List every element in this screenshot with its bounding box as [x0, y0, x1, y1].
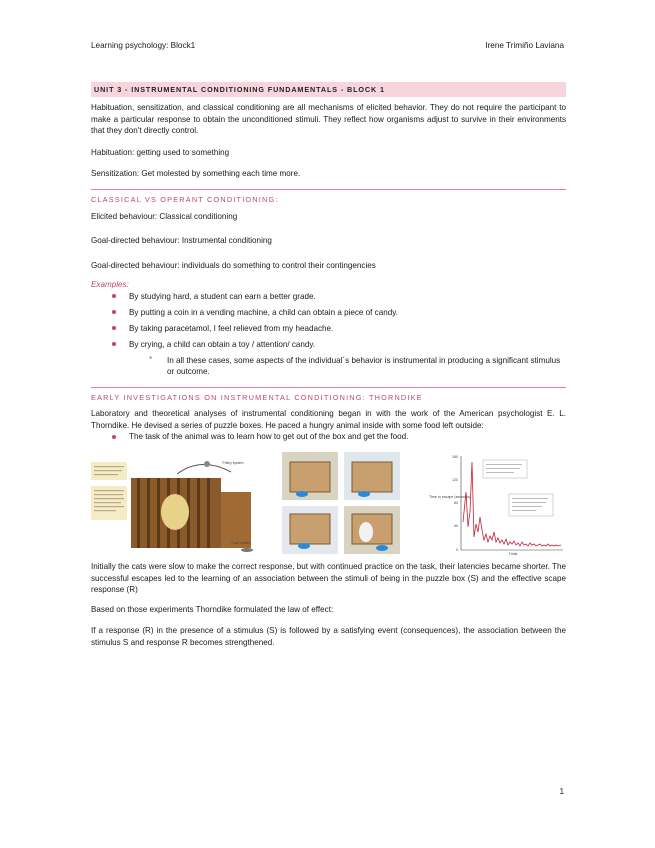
- cat-figure: [161, 494, 189, 530]
- sensitization-definition: Sensitization: Get molested by something each time more.: [91, 169, 301, 179]
- examples-label: Examples:: [91, 280, 129, 290]
- puzzle-box-illustration: [91, 452, 263, 556]
- food-label: Food reward: [231, 541, 251, 546]
- chart-y-label: Time to escape (seconds): [429, 495, 471, 500]
- thorndike-paragraph: Laboratory and theoretical analyses of instrumental conditioning began in with the work of the American psychologist E. L. Thorndike. He devised a series of puzzle boxes. He paced a hungry animal inside with some food left outside:: [91, 409, 566, 430]
- figures-row: [91, 452, 566, 556]
- law-of-effect-paragraph: If a response (R) in the presence of a stimulus (S) is followed by a satisfying event (consequences), the association between the stimulus S and response R becomes strengthened.: [91, 626, 566, 648]
- list-item: By taking paracetamol, I feel relieved from my headache.: [91, 323, 566, 335]
- header-author: Irene Trimiño Laviana: [485, 41, 564, 50]
- list-item: The task of the animal was to learn how to get out of the box and get the food.: [91, 431, 566, 443]
- photo-panel: [344, 506, 400, 554]
- cat-escape-photos: [282, 452, 400, 556]
- chart-tick-label: 40: [454, 524, 458, 529]
- asterisk-icon: *: [149, 354, 153, 364]
- law-intro-paragraph: Based on those experiments Thorndike formulated the law of effect:: [91, 604, 334, 614]
- pulley-rope: [177, 465, 231, 475]
- chart-tick-label: 120: [452, 478, 458, 483]
- sub-note-text: In all these cases, some aspects of the individual´s behavior is instrumental in producing a significant stimulus or outcome.: [167, 355, 561, 377]
- box-side: [221, 492, 251, 548]
- pulley-label: Pulley system: [222, 461, 244, 466]
- sub-note: [91, 355, 566, 378]
- chart-tick-label: 160: [452, 455, 458, 460]
- header-course: Learning psychology: Block1: [91, 41, 196, 50]
- list-item: By crying, a child can obtain a toy / attention/ candy.: [91, 339, 566, 351]
- list-item: By putting a coin in a vending machine, a child can obtain a piece of candy.: [91, 307, 566, 319]
- goal-directed-line-1: Goal-directed behaviour: Instrumental conditioning: [91, 236, 272, 246]
- latency-paragraph: Initially the cats were slow to make the correct response, but with continued practice on the task, their latencies became shorter. The successful escapes led to the learning of an association between the stimuli of being in the puzzle box (S) and the effective scape response (R): [91, 562, 566, 595]
- pulley-wheel-icon: [204, 461, 210, 467]
- page-content: [91, 82, 566, 649]
- habituation-definition: Habituation: getting used to something: [91, 147, 230, 157]
- chart-tick-label: 0: [456, 548, 458, 553]
- page-number: 1: [559, 787, 564, 796]
- food-bowl-icon: [241, 548, 253, 552]
- chart-x-label: Trials: [508, 552, 518, 557]
- photo-panel: [282, 506, 338, 554]
- photo-panel: [282, 452, 338, 500]
- photo-panel: [344, 452, 400, 500]
- list-item: By studying hard, a student can earn a better grade.: [91, 291, 566, 303]
- goal-directed-line-2: Goal-directed behaviour: individuals do something to control their contingencies: [91, 260, 376, 270]
- escape-time-chart: [421, 452, 566, 556]
- unit-title: UNIT 3 - INSTRUMENTAL CONDITIONING FUNDAMENTALS - BLOCK 1: [91, 82, 566, 97]
- section-heading-classical-vs-operant: CLASSICAL VS OPERANT CONDITIONING:: [91, 189, 566, 206]
- chart-tick-label: 80: [454, 501, 458, 506]
- section-heading-thorndike: EARLY INVESTIGATIONS ON INSTRUMENTAL CONDITIONING: THORNDIKE: [91, 387, 566, 404]
- chart-annotation: [509, 494, 553, 516]
- task-list: [91, 431, 566, 443]
- elicited-behaviour-line: Elicited behaviour: Classical conditioning: [91, 211, 238, 221]
- intro-paragraph: Habituation, sensitization, and classical conditioning are all mechanisms of elicited behavior. They do not require the participant to make a particular response to obtain the unconditioned stimuli. They reflect how organisms adjust to survive in their environments that they don't directly control.: [91, 103, 566, 136]
- examples-list: [91, 291, 566, 350]
